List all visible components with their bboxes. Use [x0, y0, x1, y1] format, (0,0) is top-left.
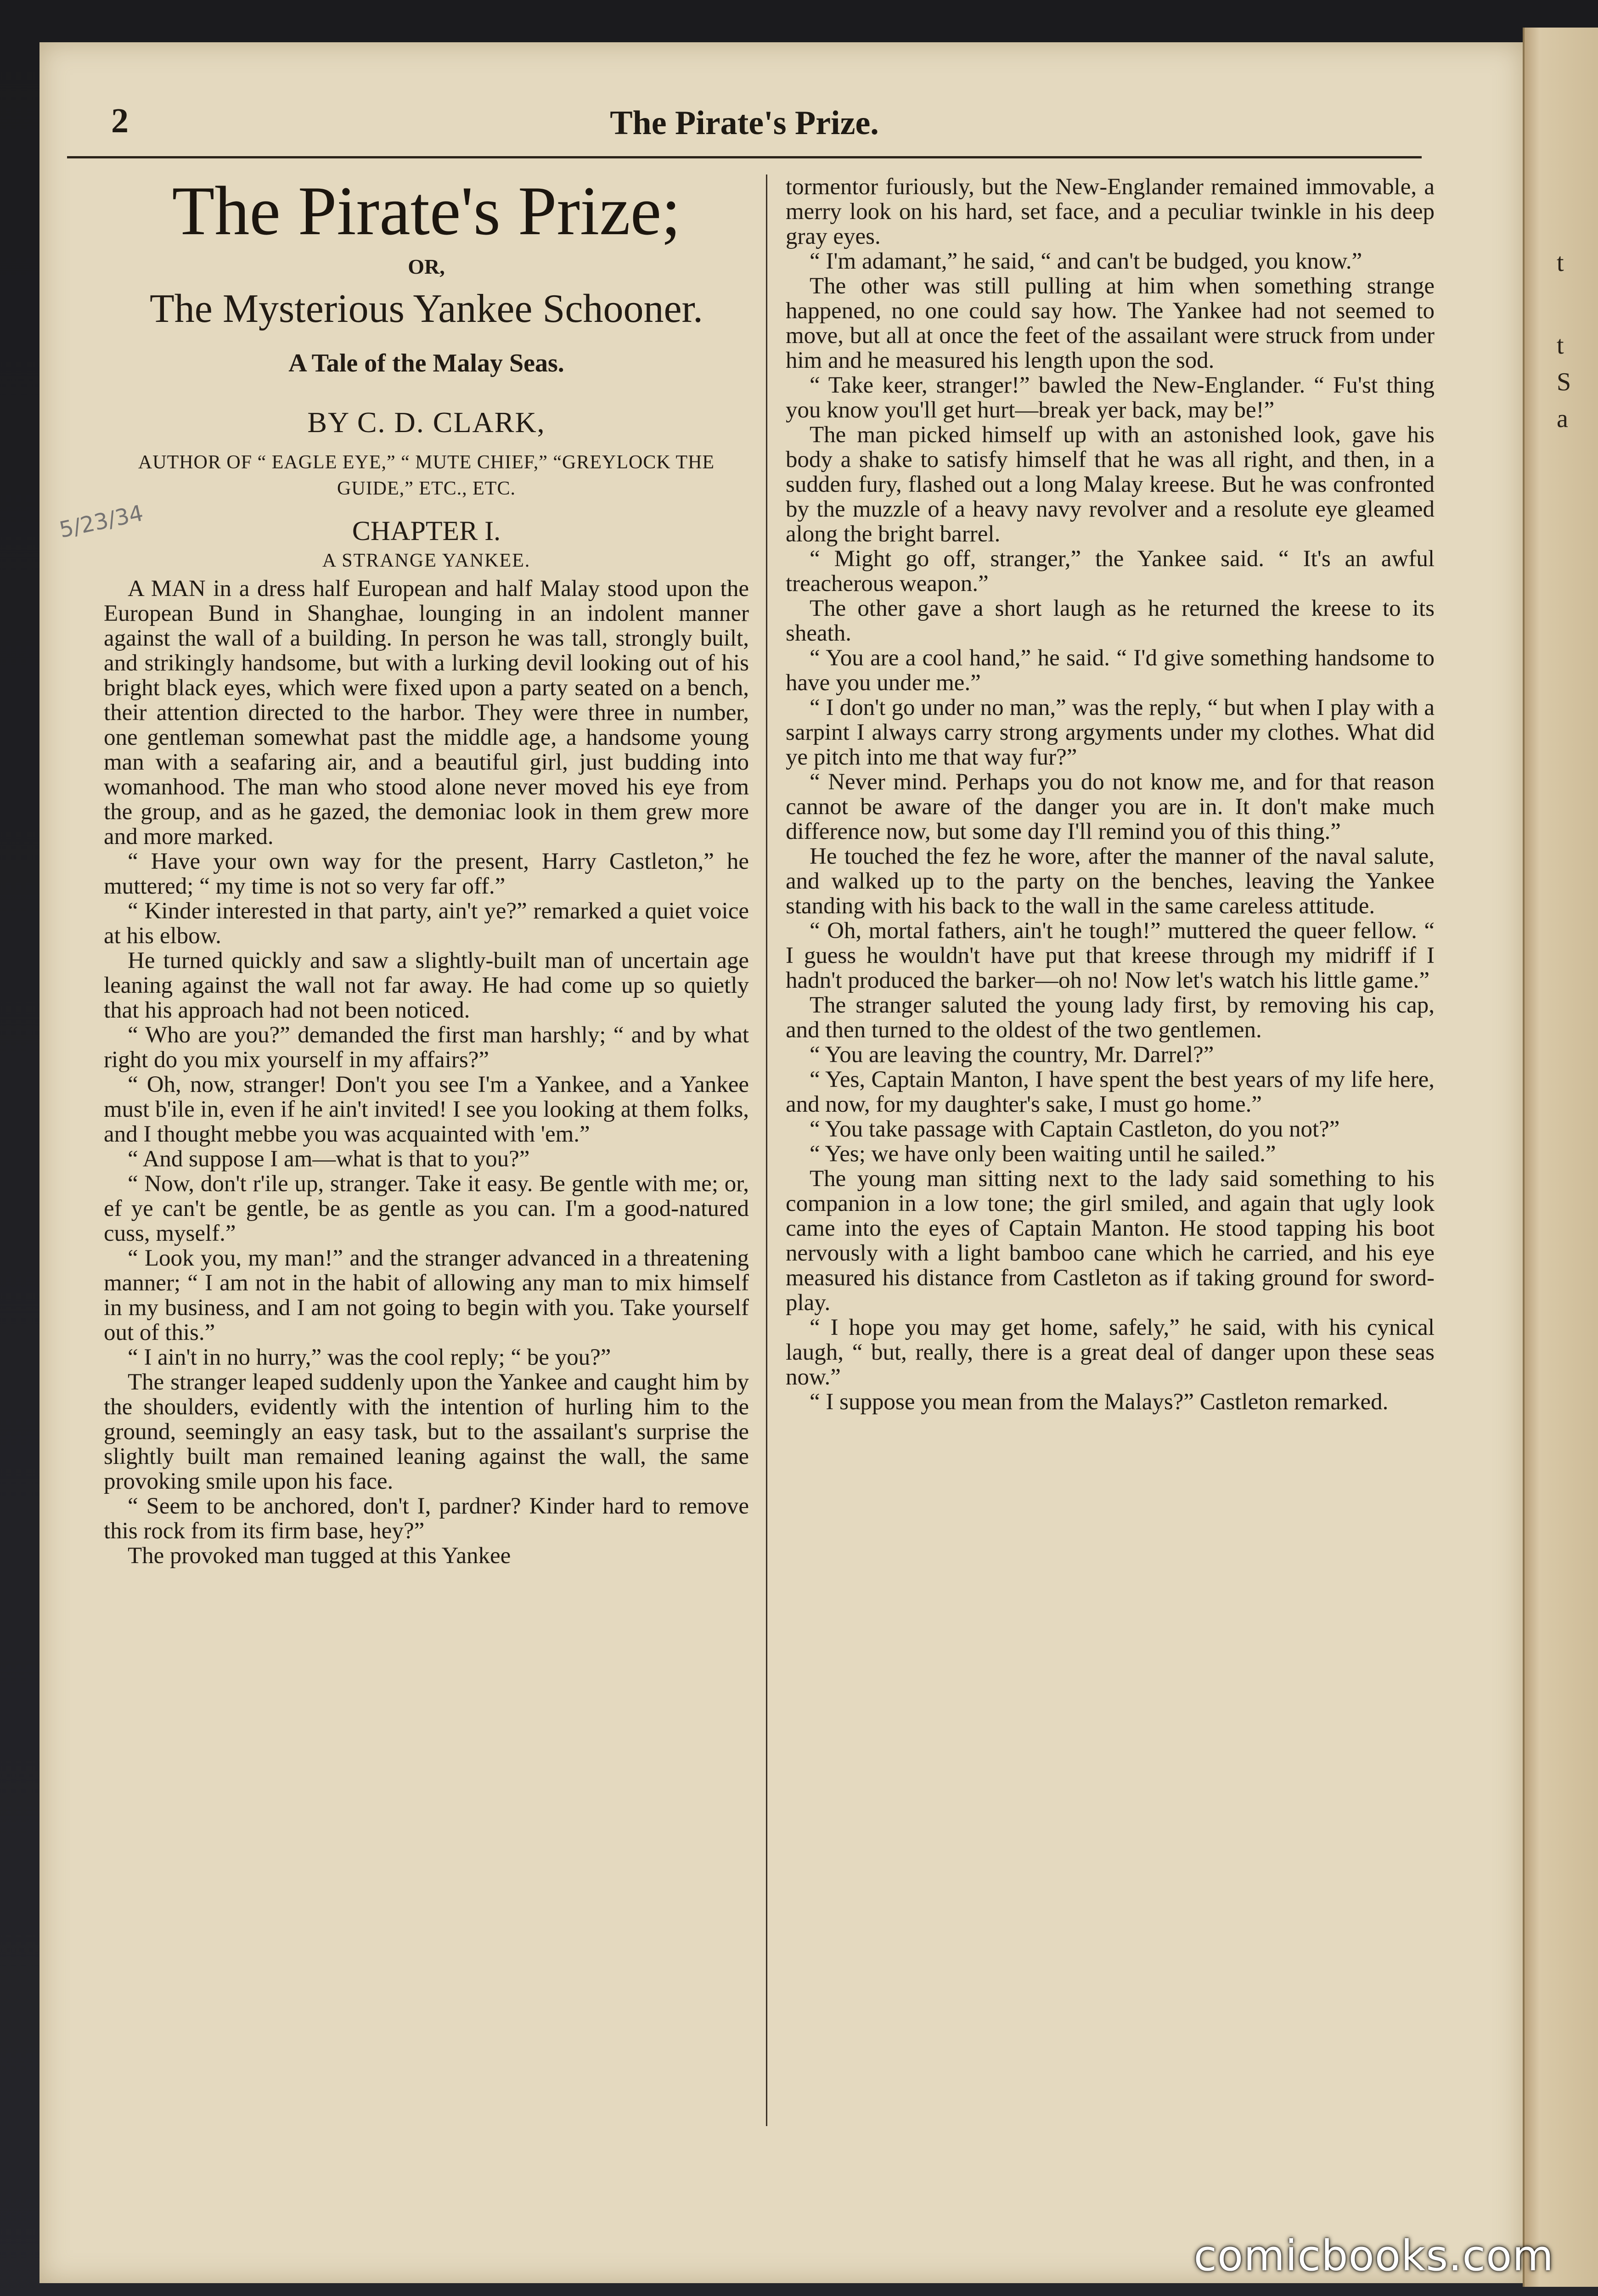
right-column [786, 174, 1435, 2126]
page-header [67, 101, 1422, 158]
body-paragraph: A MAN in a dress half European and half Malay stood upon the European Bund in Shanghae, lounging in an indolent manner against the wall of a building. In person he was tall, strongly built, and strikingly handsome, but with a lurking devil looking out of his bright black eyes, which were fixed upon a party seated on a bench, their attention directed to the harbor. They were three in number, one gentleman somewhat past the middle age, a handsome young man with a seafaring air, and a beautiful girl, just budding into womanhood. The man who stood alone never moved his eye from the group, and as he gazed, the demoniac look in them grew more and more marked. [104, 576, 749, 850]
body-paragraph: “ Yes; we have only been waiting until he sailed.” [810, 1141, 1276, 1167]
pencil-annotation: 5/23/34 [57, 500, 146, 543]
story-subtitle: The Mysterious Yankee Schooner. [150, 286, 703, 331]
body-paragraph: tormentor furiously, but the New-Englander remained immovable, a merry look on his hard, set face, and a peculiar twinkle in his deep gray eyes. [786, 174, 1435, 249]
body-paragraph: He touched the fez he wore, after the manner of the naval salute, and walked up to the party on the benches, leaving the Yankee standing with his back to the wall in the same careless attitude. [786, 844, 1435, 919]
byline: BY C. D. CLARK, [307, 405, 546, 439]
body-paragraph: The stranger saluted the young lady first, by removing his cap, and then turned to the oldest of the two gentlemen. [786, 992, 1435, 1043]
body-paragraph: “ Now, don't r'ile up, stranger. Take it easy. Be gentle with me; or, ef ye can't be gentle, be as gentle as you can. I'm a good-natured cuss, myself.” [104, 1171, 749, 1247]
story-tagline: A Tale of the Malay Seas. [288, 349, 564, 377]
page-number: 2 [111, 101, 129, 140]
body-paragraph: The man picked himself up with an astonished look, gave his body a shake to satisfy himself that he was all right, and then, in a sudden fury, flashed out a long Malay kreese. But he was confronted by the muzzle of a heavy navy revolver and a resolute eye gleamed along the bright barrel. [786, 422, 1435, 547]
body-paragraph: “ I don't go under no man,” was the reply, “ but when I play with a sarpint I always carry strong argyments under my clothes. What did ye pitch into me that way fur?” [786, 695, 1435, 770]
adjacent-page-fragment: t [1557, 331, 1564, 360]
body-paragraph: “ You take passage with Captain Castleton, do you not?” [810, 1116, 1340, 1142]
left-column [104, 174, 749, 2126]
running-title: The Pirate's Prize. [610, 104, 879, 142]
body-paragraph: “ And suppose I am—what is that to you?” [128, 1146, 530, 1172]
body-paragraph: “ I ain't in no hurry,” was the cool reply; “ be you?” [128, 1345, 611, 1371]
body-paragraph: The provoked man tugged at this Yankee [128, 1543, 511, 1569]
body-paragraph: “ Have your own way for the present, Harry Castleton,” he muttered; “ my time is not so very far off.” [104, 849, 749, 900]
body-paragraph: He turned quickly and saw a slightly-built man of uncertain age leaning against the wall not far away. He had come up so quietly that his approach had not been noticed. [104, 948, 749, 1024]
body-paragraph: “ Oh, now, stranger! Don't you see I'm a Yankee, and a Yankee must b'ile in, even if he ain't invited! I see you looking at them folks, and I thought mebbe you was acquainted with 'em.” [104, 1072, 749, 1148]
body-paragraph: “ Seem to be anchored, don't I, pardner? Kinder hard to remove this rock from its firm base, hey?” [104, 1493, 749, 1544]
body-paragraph: “ You are leaving the country, Mr. Darrel?” [810, 1042, 1214, 1068]
column-rule [766, 174, 767, 2126]
body-paragraph: “ Take keer, stranger!” bawled the New-Englander. “ Fu'st thing you know you'll get hurt—break yer back, may be!” [786, 372, 1435, 423]
body-paragraph: “ You are a cool hand,” he said. “ I'd give something handsome to have you under me.” [786, 645, 1435, 696]
story-title: The Pirate's Prize; [172, 174, 681, 249]
adjacent-page-fragment: a [1557, 405, 1568, 433]
chapter-heading: CHAPTER I. [352, 516, 501, 546]
body-paragraph: “ Kinder interested in that party, ain't ye?” remarked a quiet voice at his elbow. [104, 898, 749, 949]
body-paragraph: “ Oh, mortal fathers, ain't he tough!” muttered the queer fellow. “ I guess he wouldn't have put that kreese through my midriff if I hadn't produced the barker—oh no! Now let's watch his little game.” [786, 918, 1435, 993]
body-paragraph: “ I suppose you mean from the Malays?” Castleton remarked. [810, 1389, 1389, 1415]
body-paragraph: “ I'm adamant,” he said, “ and can't be budged, you know.” [810, 248, 1362, 274]
body-paragraph: The young man sitting next to the lady said something to his companion in a low tone; the girl smiled, and again that ugly look came into the eyes of Captain Manton. He stood tapping his boot nervously with a light bamboo cane which he carried, and his eye measured his distance from Castleton as if taking ground for sword-play. [786, 1166, 1435, 1316]
author-credits: AUTHOR OF “ EAGLE EYE,” “ MUTE CHIEF,” “GREYLOCK THE GUIDE,” ETC., ETC. [138, 451, 715, 499]
body-paragraph: “ Never mind. Perhaps you do not know me, and for that reason cannot be aware of the danger you are in. It don't make much difference now, but some day I'll remind you of this thing.” [786, 769, 1435, 844]
watermark-logo: comicbooks.com [1193, 2231, 1554, 2280]
adjacent-page-fragment: t [1557, 248, 1564, 277]
title-or: OR, [408, 254, 445, 278]
body-paragraph: “ Who are you?” demanded the first man harshly; “ and by what right do you mix yourself in my affairs?” [104, 1022, 749, 1073]
body-paragraph: The other was still pulling at him when something strange happened, no one could say how. The Yankee had not seemed to move, but all at once the feet of the assailant were struck from under him and he measured his length upon the sod. [786, 273, 1435, 373]
adjacent-page-fragment: S [1557, 368, 1571, 396]
body-paragraph: “ I hope you may get home, safely,” he said, with his cynical laugh, “ but, really, there is a great deal of danger upon these seas now.” [786, 1315, 1435, 1390]
adjacent-page-edge [1523, 28, 1598, 2287]
body-paragraph: “ Look you, my man!” and the stranger advanced in a threatening manner; “ I am not in the habit of allowing any man to mix himself in my business, and I am not going to begin with you. Take yourself out of this.” [104, 1245, 749, 1346]
chapter-title: A STRANGE YANKEE. [322, 550, 531, 572]
body-paragraph: “ Yes, Captain Manton, I have spent the best years of my life here, and now, for my daughter's sake, I must go home.” [786, 1067, 1435, 1117]
body-paragraph: “ Might go off, stranger,” the Yankee said. “ It's an awful treacherous weapon.” [786, 546, 1435, 597]
body-paragraph: The stranger leaped suddenly upon the Yankee and caught him by the shoulders, evidently with the intention of hurling him to the ground, seemingly an easy task, but to the assailant's surprise the slightly built man remained leaning against the wall, the same provoking smile upon his face. [104, 1369, 749, 1495]
body-paragraph: The other gave a short laugh as he returned the kreese to its sheath. [786, 596, 1435, 646]
